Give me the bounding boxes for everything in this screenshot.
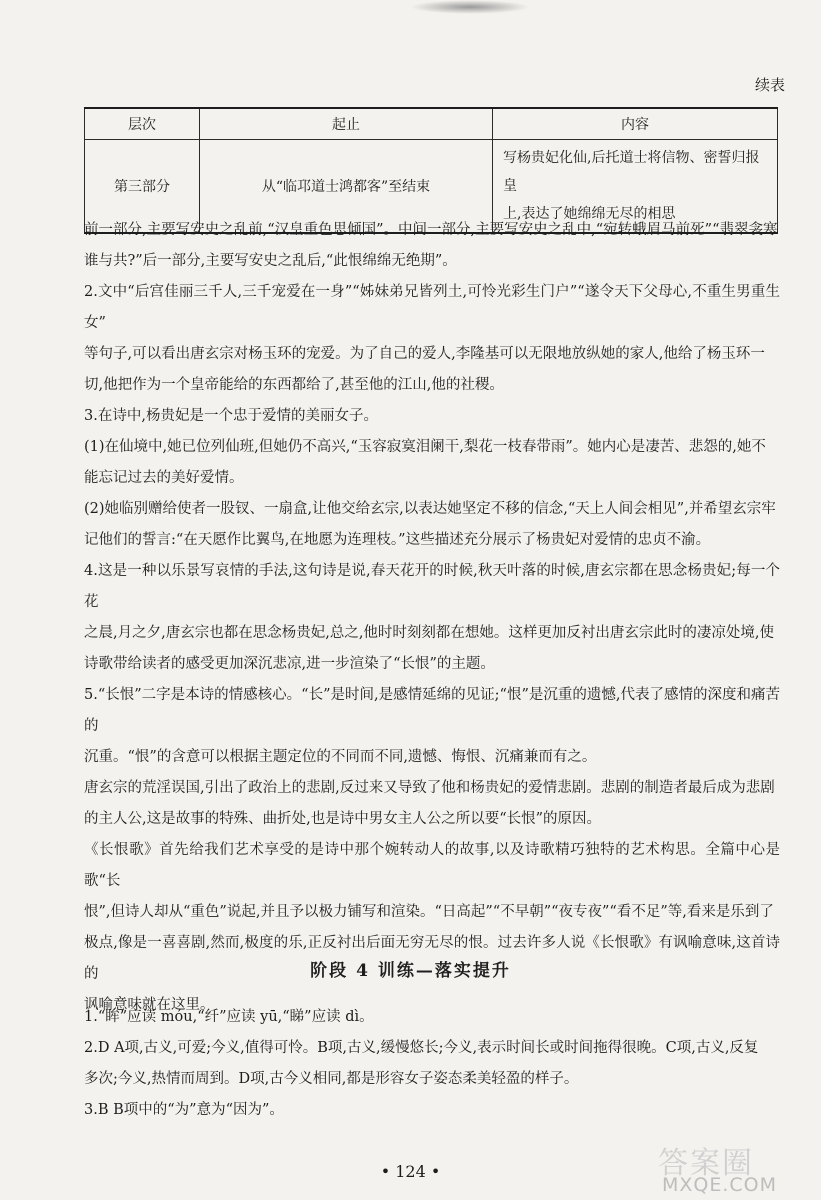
text-line: 2.D A项,古义,可爱;今义,值得可怜。B项,古义,缓慢悠长;今义,表示时间长或时间拖得很晚。C项,古义,反复 [84, 1040, 759, 1056]
text-line: 之晨,月之夕,唐玄宗也都在思念杨贵妃,总之,他时时刻刻都在想她。这样更加反衬出唐玄宗此时的凄凉处境,使 [84, 625, 775, 641]
text-line: 5.“长恨”二字是本诗的情感核心。“长”是时间,是感情延绵的见证;“恨”是沉重的遗憾,代表了感情的深度和痛苦的 [84, 687, 780, 734]
text-line: 《长恨歌》首先给我们艺术享受的是诗中那个婉转动人的故事,以及诗歌精巧独特的艺术构思。全篇中心是歌“长 [84, 842, 780, 889]
continued-label: 续表 [754, 76, 785, 94]
text-line: 讽喻意味就在这里。 [84, 997, 215, 1013]
page-number: • 124 • [380, 1162, 441, 1181]
answer-text-block [84, 215, 780, 1021]
table-header-row [85, 108, 778, 140]
exercise-answers-block [84, 1002, 780, 1126]
section-title: 阶段 4 训练—落实提升 [310, 961, 511, 981]
table-cell-range: 从“临邛道士鸿都客”至结束 [200, 140, 493, 234]
table-header-range: 起止 [200, 108, 493, 140]
text-line: 谁与共?”后一部分,主要写安史之乱后,“此恨绵绵无绝期”。 [84, 253, 457, 269]
site-watermark [650, 1138, 815, 1196]
text-line: 3.B B项中的“为”意为“因为”。 [84, 1102, 284, 1118]
text-line: (1)在仙境中,她已位列仙班,但她仍不高兴,“玉容寂寞泪阑干,梨花一枝春带雨”。她内心是凄苦、悲怨的,她不 [84, 439, 766, 455]
table-cell-level: 第三部分 [85, 140, 200, 234]
text-line: 唐玄宗的荒淫误国,引出了政治上的悲剧,反过来又导致了他和杨贵妃的爱情悲剧。悲剧的制造者最后成为悲剧 [84, 780, 775, 796]
scan-smudge [410, 0, 530, 14]
text-line: 的主人公,这是故事的特殊、曲折处,也是诗中男女主人公之所以要“长恨”的原因。 [84, 811, 602, 827]
text-line: 前一部分,主要写安史之乱前,“汉皇重色思倾国”。中间一部分,主要写安史之乱中,“宛转蛾眉马前死”“翡翠衾寒 [84, 222, 778, 238]
table-header-content: 内容 [493, 108, 778, 140]
table-header-level: 层次 [85, 108, 200, 140]
text-line: 诗歌带给读者的感受更加深沉悲凉,进一步渲染了“长恨”的主题。 [84, 656, 495, 672]
text-line: 能忘记过去的美好爱情。 [84, 470, 244, 486]
text-line: 等句子,可以看出唐玄宗对杨玉环的宠爱。为了自己的爱人,李隆基可以无限地放纵她的家人,他给了杨玉环一 [84, 346, 765, 362]
text-line: 1.“眸”应读 móu,“纤”应读 yū,“睇”应读 dì。 [84, 1009, 374, 1025]
text-line: 沉重。“恨”的含意可以根据主题定位的不同而不同,遗憾、悔恨、沉痛兼而有之。 [84, 749, 597, 765]
table-cell-content-line: 上,表达了她绵绵无尽的相思 [503, 206, 676, 222]
text-line: 2.文中“后宫佳丽三千人,三千宠爱在一身”“姊妹弟兄皆列土,可怜光彩生门户”“遂令天下父母心,不重生男重生女” [84, 284, 780, 331]
text-line: 多次;今义,热情而周到。D项,古今义相同,都是形容女子姿态柔美轻盈的样子。 [84, 1071, 579, 1087]
text-line: (2)她临别赠给使者一股钗、一扇盒,让他交给玄宗,以表达她坚定不移的信念,“天上人间会相见”,并希望玄宗牢 [84, 501, 776, 517]
text-line: 3.在诗中,杨贵妃是一个忠于爱情的美丽女子。 [84, 408, 378, 424]
text-line: 恨”,但诗人却从“重色”说起,并且予以极力铺写和渲染。“日高起”“不早朝”“夜专夜”“看不足”等,看来是乐到了 [84, 904, 774, 920]
watermark-url: MXQE.COM [662, 1174, 778, 1196]
text-line: 极点,像是一喜喜剧,然而,极度的乐,正反衬出后面无穷无尽的恨。过去许多人说《长恨歌》有讽喻意味,这首诗的 [84, 935, 780, 982]
table-cell-content-line: 写杨贵妃化仙,后托道士将信物、密誓归报皇 [503, 150, 760, 194]
text-line: 切,他把作为一个皇帝能给的东西都给了,甚至他的江山,他的社稷。 [84, 377, 504, 393]
text-line: 4.这是一种以乐景写哀情的手法,这句诗是说,春天花开的时候,秋天叶落的时候,唐玄宗都在思念杨贵妃;每一个花 [84, 563, 780, 610]
watermark-text: 答案圈 [658, 1146, 754, 1181]
text-line: 记他们的誓言:“在天愿作比翼鸟,在地愿为连理枝。”这些描述充分展示了杨贵妃对爱情的忠贞不渝。 [84, 532, 711, 548]
